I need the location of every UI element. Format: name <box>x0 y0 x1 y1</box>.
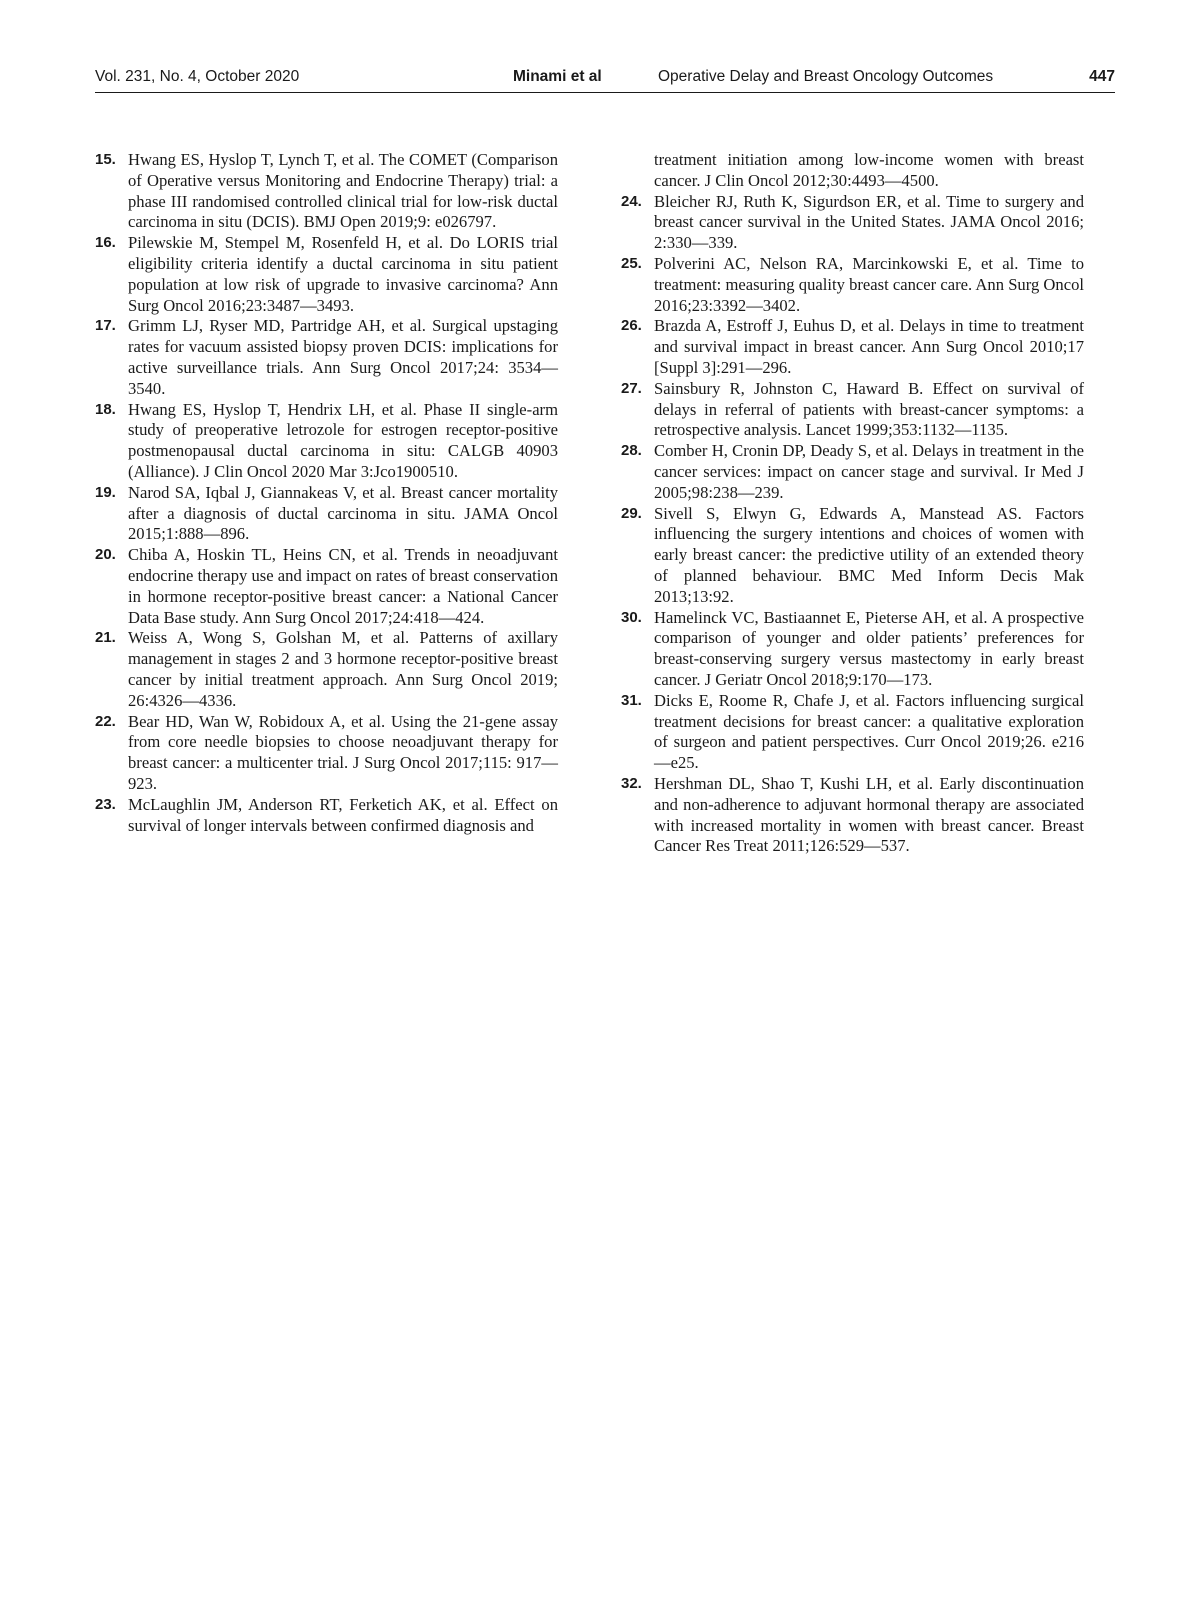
reference-text: McLaughlin JM, Anderson RT, Ferketich AK, et al. Effect on survival of longer intervals between confirmed diagnosis and <box>128 794 558 835</box>
reference-item <box>95 712 558 795</box>
reference-number: 26. <box>621 317 642 335</box>
reference-text: Comber H, Cronin DP, Deady S, et al. Delays in treatment in the cancer services: impact on cancer stage and survival. Ir Med J 2005;98:238—239. <box>654 441 1084 502</box>
reference-number: 30. <box>621 608 642 626</box>
reference-item <box>95 483 558 545</box>
reference-text: Sivell S, Elwyn G, Edwards A, Manstead AS. Factors influencing the surgery intentions and choices of women with early breast cancer: the predictive utility of an extended theory of planned behaviour. BMC Med Inform Decis Mak 2013;13:92. <box>654 503 1084 606</box>
reference-text: Brazda A, Estroff J, Euhus D, et al. Delays in time to treatment and survival impact in breast cancer. Ann Surg Oncol 2010;17 [Suppl 3]:291—296. <box>654 316 1084 377</box>
reference-number: 28. <box>621 442 642 460</box>
reference-text: Narod SA, Iqbal J, Giannakeas V, et al. Breast cancer mortality after a diagnosis of ductal carcinoma in situ. JAMA Oncol 2015;1:888—896. <box>128 482 558 544</box>
reference-number: 21. <box>95 629 116 647</box>
reference-text: Hwang ES, Hyslop T, Lynch T, et al. The COMET (Comparison of Operative versus Monitoring and Endocrine Therapy) trial: a phase III randomised controlled clinical trial for low-risk ductal carcinoma in situ (DCIS). BMJ Open 2019;9: e026797. <box>128 150 558 232</box>
reference-number: 25. <box>621 254 642 272</box>
reference-text: Pilewskie M, Stempel M, Rosenfeld H, et al. Do LORIS trial eligibility criteria identify a ductal carcinoma in situ patient population at low risk of upgrade to invasive carcinoma? Ann Surg Oncol 2016;23:3487—3493. <box>128 233 558 315</box>
reference-text: Bleicher RJ, Ruth K, Sigurdson ER, et al. Time to surgery and breast cancer survival in the United States. JAMA Oncol 2016; 2:330—339. <box>654 191 1084 253</box>
reference-number: 19. <box>95 483 116 501</box>
reference-number: 31. <box>621 691 642 709</box>
reference-text: Hamelinck VC, Bastiaannet E, Pieterse AH, et al. A prospective comparison of younger and older patients’ preferences for breast-conserving surgery versus mastectomy in early breast cancer. J Geriatr Oncol 2018;9:170—173. <box>654 607 1084 689</box>
reference-item <box>621 608 1084 691</box>
reference-item <box>621 316 1084 378</box>
reference-text: Bear HD, Wan W, Robidoux A, et al. Using the 21-gene assay from core needle biopsies to choose neoadjuvant therapy for breast cancer: a multicenter trial. J Surg Oncol 2017;115: 917—923. <box>128 711 558 793</box>
reference-item <box>621 504 1084 608</box>
reference-number: 32. <box>621 774 642 792</box>
reference-item <box>95 316 558 399</box>
reference-item <box>621 691 1084 774</box>
reference-number: 24. <box>621 192 642 210</box>
running-header <box>95 66 1115 93</box>
reference-item <box>95 628 558 711</box>
journal-info: Vol. 231, No. 4, October 2020 <box>95 68 300 85</box>
reference-text: Hershman DL, Shao T, Kushi LH, et al. Early discontinuation and non-adherence to adjuvant hormonal therapy are associated with increased mortality in women with breast cancer. Breast Cancer Res Treat 2011;126:529—537. <box>654 773 1084 856</box>
reference-number: 18. <box>95 400 116 418</box>
running-authors: Minami et al <box>513 68 602 85</box>
reference-text: Hwang ES, Hyslop T, Hendrix LH, et al. Phase II single-arm study of preoperative letrozole for estrogen receptor-positive postmenopausal ductal carcinoma in situ: CALGB 40903 (Alliance). J Clin Oncol 2020 Mar 3:Jco1900510. <box>128 399 558 481</box>
reference-number: 23. <box>95 795 116 813</box>
reference-item <box>95 233 558 316</box>
reference-number: 22. <box>95 712 116 730</box>
reference-text: Sainsbury R, Johnston C, Haward B. Effect on survival of delays in referral of patients with breast-cancer symptoms: a retrospective analysis. Lancet 1999;353:1132—1135. <box>654 378 1084 440</box>
reference-item <box>95 545 558 628</box>
reference-item <box>95 795 558 837</box>
reference-number: 20. <box>95 546 116 564</box>
reference-item <box>95 150 558 233</box>
reference-item <box>621 774 1084 857</box>
reference-text: Weiss A, Wong S, Golshan M, et al. Patterns of axillary management in stages 2 and 3 hormone receptor-positive breast cancer by initial treatment approach. Ann Surg Oncol 2019; 26:4326—4336. <box>128 628 558 710</box>
reference-item <box>621 441 1084 503</box>
reference-text: Grimm LJ, Ryser MD, Partridge AH, et al. Surgical upstaging rates for vacuum assisted biopsy proven DCIS: implications for active surveillance trials. Ann Surg Oncol 2017;24: 3534—3540. <box>128 316 558 398</box>
reference-item <box>621 254 1084 316</box>
running-title: Operative Delay and Breast Oncology Outcomes <box>658 68 994 85</box>
reference-number: 27. <box>621 379 642 397</box>
reference-item <box>621 379 1084 441</box>
reference-text: Polverini AC, Nelson RA, Marcinkowski E, et al. Time to treatment: measuring quality breast cancer care. Ann Surg Oncol 2016;23:3392—3402. <box>654 253 1084 315</box>
reference-text: Chiba A, Hoskin TL, Heins CN, et al. Trends in neoadjuvant endocrine therapy use and impact on rates of breast conservation in hormone receptor-positive breast cancer: a National Cancer Data Base study. Ann Surg Oncol 2017;24:418—424. <box>128 545 558 627</box>
page-number: 447 <box>1089 68 1115 85</box>
reference-number: 29. <box>621 504 642 522</box>
references-left-column <box>95 150 558 836</box>
reference-item <box>621 192 1084 254</box>
reference-text: Dicks E, Roome R, Chafe J, et al. Factors influencing surgical treatment decisions for breast cancer: a qualitative exploration of surgeon and patient perspectives. Curr Oncol 2019;26. e216—e25. <box>654 690 1084 773</box>
references-right-column <box>621 150 1084 857</box>
reference-number: 15. <box>95 151 116 168</box>
reference-item <box>95 400 558 483</box>
reference-text: treatment initiation among low-income women with breast cancer. J Clin Oncol 2012;30:4493—4500. <box>654 150 1084 190</box>
reference-number: 16. <box>95 234 116 252</box>
reference-number: 17. <box>95 317 116 335</box>
reference-continuation <box>621 150 1084 192</box>
